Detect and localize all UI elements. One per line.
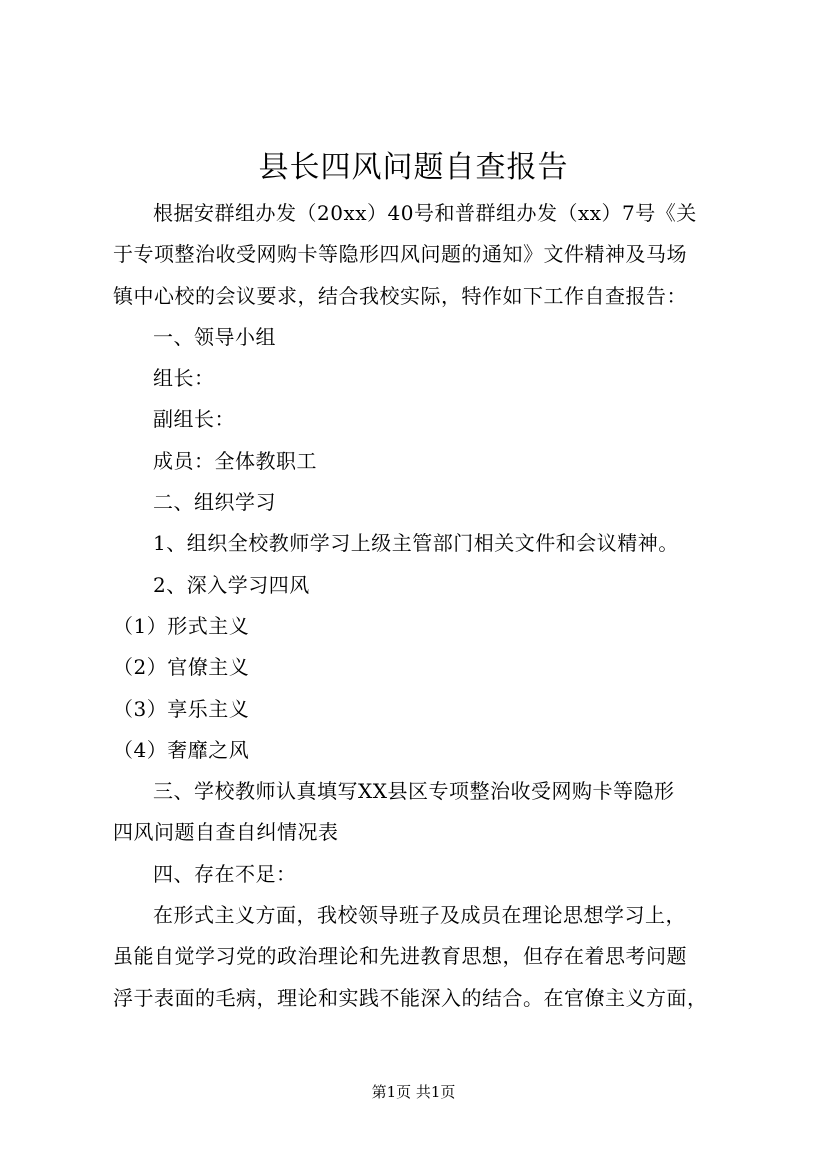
study-item-1: 1、组织全校教师学习上级主管部门相关文件和会议精神。 <box>153 531 679 556</box>
deputy-leader-line: 副组长： <box>153 407 235 432</box>
section1-heading: 一、领导小组 <box>153 324 276 349</box>
shortcoming-paragraph <box>113 895 738 1019</box>
document-title: 县长四风问题自查报告 <box>258 150 569 185</box>
shortcoming-line: 浮于表面的毛病，理论和实践不能深入的结合。在官僚主义方面， <box>113 985 708 1010</box>
section3-paragraph <box>113 771 738 854</box>
section3-line: 四风问题自查自纠情况表 <box>113 820 339 845</box>
document-body <box>113 193 738 1019</box>
intro-line: 根据安群组办发（20xx）40号和普群组办发（xx）7号《关 <box>153 201 697 225</box>
four-winds-item: （1）形式主义 <box>113 613 250 638</box>
section2-heading: 二、组织学习 <box>153 490 276 515</box>
four-winds-item: （2）官僚主义 <box>113 655 250 680</box>
four-winds-item: （4）奢靡之风 <box>113 737 250 762</box>
section3-line: 三、学校教师认真填写XX县区专项整治收受网购卡等隐形 <box>153 779 675 804</box>
intro-line: 镇中心校的会议要求，结合我校实际，特作如下工作自查报告： <box>113 283 687 308</box>
shortcoming-line: 虽能自觉学习党的政治理论和先进教育思想，但存在着思考问题 <box>113 944 687 969</box>
leader-line: 组长： <box>153 366 215 391</box>
section4-heading: 四、存在不足： <box>153 861 297 886</box>
study-item-2: 2、深入学习四风 <box>153 572 310 597</box>
four-winds-item: （3）享乐主义 <box>113 696 250 721</box>
shortcoming-line: 在形式主义方面，我校领导班子及成员在理论思想学习上， <box>153 903 686 928</box>
members-line: 成员：全体教职工 <box>153 448 317 473</box>
intro-line: 于专项整治收受网购卡等隐形四风问题的通知》文件精神及马场 <box>113 242 687 267</box>
intro-paragraph <box>113 193 738 317</box>
page-indicator: 第1页 共1页 <box>371 1083 456 1101</box>
